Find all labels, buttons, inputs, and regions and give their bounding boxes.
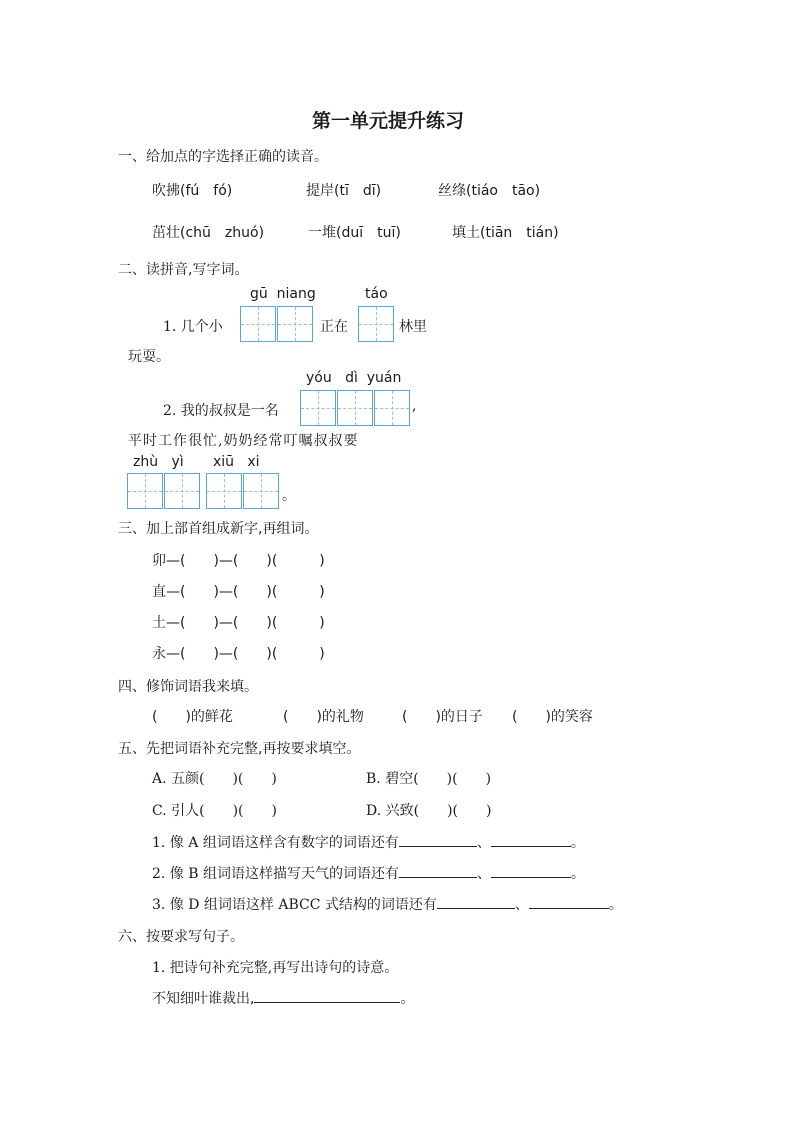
s5-d: D. 兴致( )( ) bbox=[366, 803, 492, 819]
answer-blank[interactable] bbox=[399, 834, 477, 847]
pinyin-youdiyuan: yóu dì yuán bbox=[306, 370, 402, 386]
section-4-heading: 四、修饰词语我来填。 bbox=[118, 679, 258, 695]
s1-item-2 bbox=[306, 180, 381, 200]
period: 。 bbox=[571, 866, 585, 882]
writing-box[interactable] bbox=[374, 390, 410, 426]
s4-item: ( )的鲜花 bbox=[152, 709, 233, 725]
writing-box[interactable] bbox=[337, 390, 373, 426]
answer-blank[interactable] bbox=[399, 865, 477, 878]
period: 。 bbox=[608, 897, 623, 913]
pinyin-guniang: gū niang bbox=[250, 286, 316, 302]
section-5-heading: 五、先把词语补充完整,再按要求填空。 bbox=[118, 741, 361, 757]
writing-box[interactable] bbox=[240, 306, 276, 342]
s1-word: 填土 bbox=[452, 225, 480, 241]
section-2-heading: 二、读拼音,写字词。 bbox=[118, 262, 249, 278]
s1-item-4 bbox=[152, 222, 264, 242]
period: 。 bbox=[400, 991, 415, 1007]
period: 。 bbox=[570, 835, 585, 851]
separator: 、 bbox=[514, 897, 529, 913]
s5-c: C. 引人( )( ) bbox=[152, 803, 277, 819]
s3-row: 直—( )—( )( ) bbox=[152, 584, 325, 600]
s1-options: (tī dī) bbox=[334, 183, 382, 199]
s1-options: (tiáo tāo) bbox=[466, 183, 541, 199]
s1-options: (duī tuī) bbox=[336, 225, 401, 241]
s2-q2-text-d: 。 bbox=[282, 488, 296, 504]
s2-q2-text-a: 2. 我的叔叔是一名 bbox=[163, 403, 279, 419]
s1-word: 茁壮 bbox=[152, 225, 180, 241]
s6-q1: 1. 把诗句补充完整,再写出诗句的诗意。 bbox=[152, 960, 399, 976]
s1-item-6 bbox=[452, 222, 559, 242]
answer-blank[interactable] bbox=[529, 896, 609, 909]
s1-options: (fú fó) bbox=[180, 183, 233, 199]
separator: 、 bbox=[477, 866, 491, 882]
s4-item: ( )的日子 bbox=[402, 709, 483, 725]
writing-box[interactable] bbox=[127, 473, 163, 509]
s2-q1-text-a: 1. 几个小 bbox=[163, 319, 223, 335]
s1-word: 一堆 bbox=[308, 225, 336, 241]
answer-blank[interactable] bbox=[491, 834, 571, 847]
section-3-heading: 三、加上部首组成新字,再组词。 bbox=[118, 521, 319, 537]
s2-q1-text-d: 玩耍。 bbox=[128, 349, 170, 365]
s5-q3-text: 3. 像 D 组词语这样 ABCC 式结构的词语还有 bbox=[152, 897, 437, 913]
section-6-heading: 六、按要求写句子。 bbox=[118, 929, 244, 945]
s1-options: (tiān tián) bbox=[480, 225, 559, 241]
s3-row: 永—( )—( )( ) bbox=[152, 646, 325, 662]
writing-box[interactable] bbox=[300, 390, 336, 426]
s3-row: 土—( )—( )( ) bbox=[152, 615, 325, 631]
answer-blank[interactable] bbox=[254, 990, 400, 1003]
writing-box[interactable] bbox=[277, 306, 313, 342]
s1-options: (chū zhuó) bbox=[180, 225, 265, 241]
s5-q1-text: 1. 像 A 组词语这样含有数字的词语还有 bbox=[152, 835, 399, 851]
s4-item: ( )的礼物 bbox=[283, 709, 364, 725]
s2-q1-text-b: 正在 bbox=[320, 319, 348, 335]
writing-box[interactable] bbox=[206, 473, 242, 509]
separator: 、 bbox=[476, 835, 491, 851]
pinyin-xiuxi: xiū xi bbox=[213, 454, 260, 470]
s4-item: ( )的笑容 bbox=[512, 709, 593, 725]
s1-item-5 bbox=[308, 222, 401, 242]
s3-row: 卯—( )—( )( ) bbox=[152, 553, 325, 569]
s2-q2-text-c: 平时工作很忙,奶奶经常叮嘱叔叔要 bbox=[128, 433, 359, 449]
writing-box[interactable] bbox=[243, 473, 279, 509]
s1-item-1 bbox=[152, 180, 232, 200]
answer-blank[interactable] bbox=[491, 865, 571, 878]
writing-box[interactable] bbox=[164, 473, 200, 509]
pinyin-tao: táo bbox=[365, 286, 388, 302]
s5-b: B. 碧空( )( ) bbox=[366, 771, 492, 787]
s1-word: 吹拂 bbox=[152, 183, 180, 199]
s1-word: 丝绦 bbox=[438, 183, 466, 199]
poem-line: 不知细叶谁裁出, bbox=[152, 991, 255, 1007]
s5-q3 bbox=[152, 894, 623, 914]
s1-word: 提岸 bbox=[306, 183, 334, 199]
section-1-heading: 一、给加点的字选择正确的读音。 bbox=[118, 149, 328, 165]
writing-box[interactable] bbox=[358, 306, 394, 342]
s2-q2-text-b: , bbox=[412, 398, 417, 414]
page-title: 第一单元提升练习 bbox=[312, 110, 465, 132]
pinyin-zhuyi: zhù yì bbox=[133, 454, 184, 470]
s6-poem bbox=[152, 988, 414, 1008]
s5-q1 bbox=[152, 832, 585, 852]
answer-blank[interactable] bbox=[437, 896, 515, 909]
s5-q2-text: 2. 像 B 组词语这样描写天气的词语还有 bbox=[152, 866, 399, 882]
s5-a: A. 五颜( )( ) bbox=[152, 771, 277, 787]
s5-q2 bbox=[152, 863, 585, 883]
s1-item-3 bbox=[438, 180, 540, 200]
s2-q1-text-c: 林里 bbox=[399, 319, 427, 335]
